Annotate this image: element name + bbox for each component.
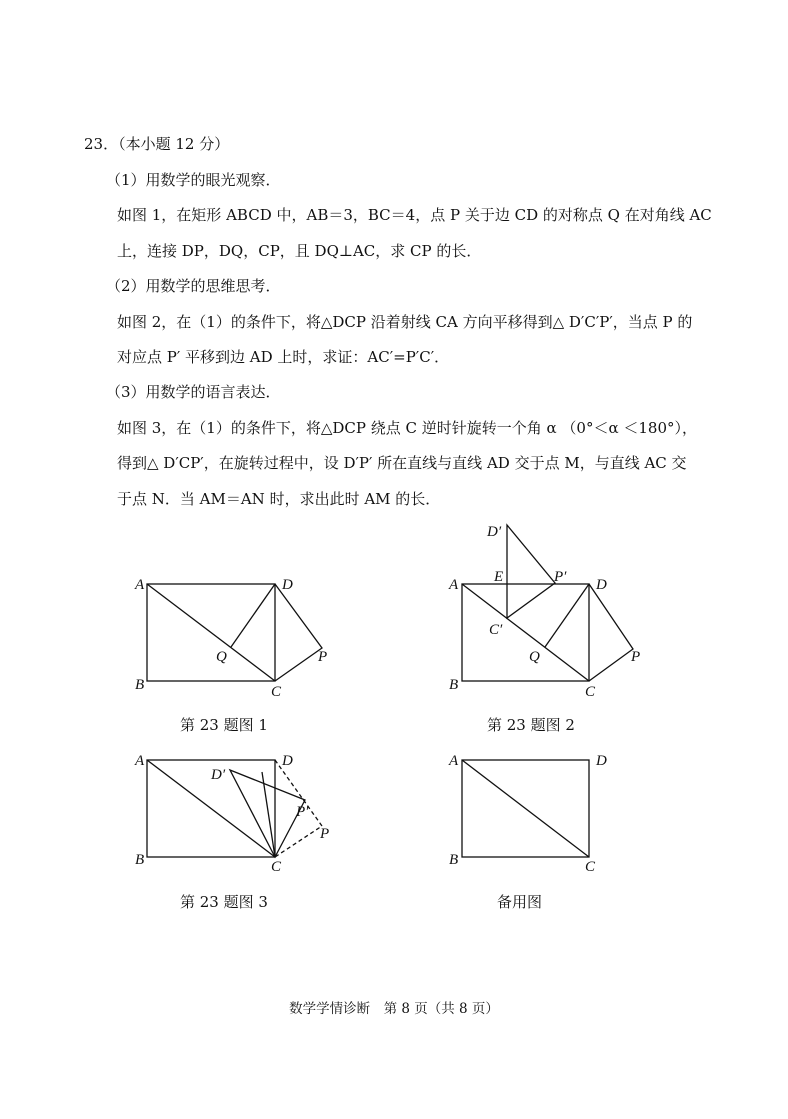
part2-title: （2）用数学的思维思考．: [106, 277, 281, 295]
figure-4-diagonal-ac: [462, 760, 589, 857]
fig3-label-p: P: [320, 826, 330, 842]
part3-text-line3: 于点 N．当 AM＝AN 时，求出此时 AM 的长．: [117, 490, 441, 508]
fig2-label-a: A: [449, 577, 459, 593]
part1-text-line2: 上，连接 DP，DQ，CP，且 DQ⊥AC，求 CP 的长．: [117, 242, 482, 260]
fig3-label-b: B: [135, 852, 145, 868]
figure-3-caption: 第 23 题图 3: [180, 893, 268, 911]
figure-1-segment-dq: [231, 584, 275, 647]
fig3-label-c: C: [271, 859, 282, 875]
fig2-label-p: P: [631, 649, 641, 665]
fig2-label-q: Q: [529, 649, 540, 665]
figure-2-segments-dp-pc: [589, 584, 633, 681]
fig3-label-a: A: [135, 753, 145, 769]
fig1-label-d: D: [282, 577, 293, 593]
figure-1-diagonal-ac: [147, 584, 275, 681]
fig4-label-c: C: [585, 859, 596, 875]
fig4-label-b: B: [449, 852, 459, 868]
fig1-label-q: Q: [216, 649, 227, 665]
figure-2-caption: 第 23 题图 2: [487, 716, 575, 734]
part2-text-line1: 如图 2，在（1）的条件下，将△DCP 沿着射线 CA 方向平移得到△ D′C′P′，当点 P 的: [117, 313, 693, 331]
figure-1-caption: 第 23 题图 1: [180, 716, 268, 734]
figure-2-drawing: [462, 525, 633, 681]
part1-text-line1: 如图 1，在矩形 ABCD 中，AB＝3，BC＝4，点 P 关于边 CD 的对称点 Q 在对角线 AC: [117, 206, 712, 224]
figure-2-translated-triangle: [507, 525, 555, 618]
figure-1-drawing: [147, 584, 322, 681]
fig1-label-p: P: [318, 649, 328, 665]
part3-text-line1: 如图 3，在（1）的条件下，将△DCP 绕点 C 逆时针旋转一个角 α （0°＜α ＜180°），: [117, 419, 698, 437]
fig2-label-e: E: [494, 569, 504, 585]
fig4-label-d: D: [596, 753, 607, 769]
part1-title: （1）用数学的眼光观察．: [106, 171, 281, 189]
fig2-label-p-prime: P′: [554, 569, 567, 585]
part2-text-line2: 对应点 P′ 平移到边 AD 上时，求证：AC′=P′C′．: [117, 348, 450, 366]
fig1-label-c: C: [271, 684, 282, 700]
figure-1-segments-dp-pc: [275, 584, 322, 681]
fig2-label-d-prime: D′: [487, 524, 502, 540]
fig1-label-a: A: [135, 577, 145, 593]
fig2-label-b: B: [449, 677, 459, 693]
part3-text-line2: 得到△ D′CP′，在旋转过程中，设 D′P′ 所在直线与直线 AD 交于点 M，与直线 AC 交: [117, 454, 687, 472]
figure-4-drawing: [462, 760, 589, 857]
fig2-label-d: D: [596, 577, 607, 593]
fig4-label-a: A: [449, 753, 459, 769]
fig3-label-p-prime: P′: [296, 804, 309, 820]
fig3-label-d: D: [282, 753, 293, 769]
figure-2-diagonal-ac: [462, 584, 589, 681]
fig1-label-b: B: [135, 677, 145, 693]
fig2-label-c: C: [585, 684, 596, 700]
part3-title: （3）用数学的语言表达．: [106, 383, 281, 401]
fig3-label-d-prime: D′: [211, 767, 226, 783]
figure-4-caption: 备用图: [497, 893, 543, 911]
question-header: 23．（本小题 12 分）: [84, 135, 230, 153]
fig2-label-c-prime: C′: [489, 622, 503, 638]
figure-2-segment-dq: [545, 584, 589, 647]
page-footer: 数学学情诊断 第 8 页（共 8 页）: [289, 1001, 499, 1017]
